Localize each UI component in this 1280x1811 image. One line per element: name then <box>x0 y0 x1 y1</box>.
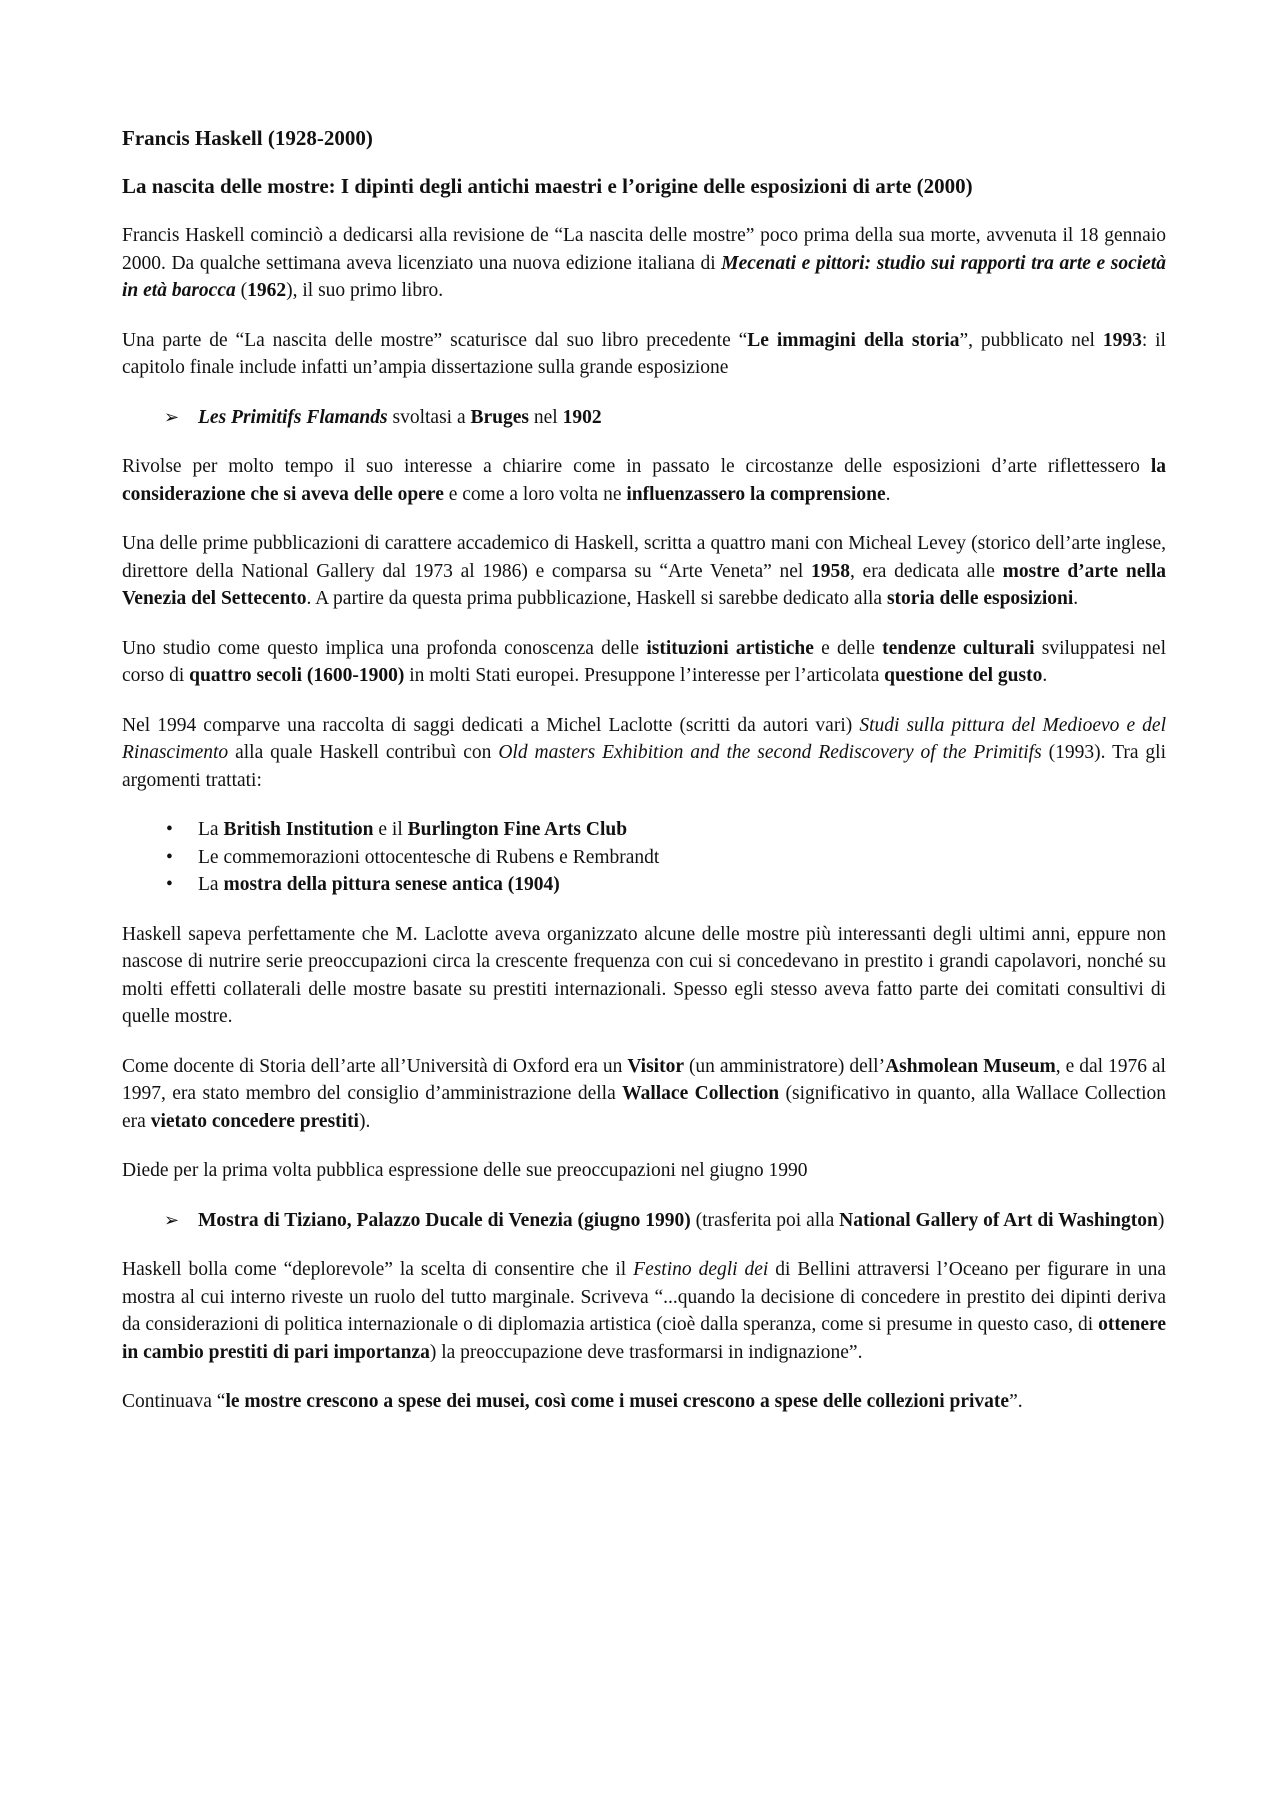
bullet-icon: • <box>166 819 173 840</box>
list-item: • La mostra della pittura senese antica (1904) <box>164 871 1166 899</box>
list-item: • La British Institution e il Burlington Fine Arts Club <box>164 816 1166 844</box>
bullet-icon: • <box>166 846 173 868</box>
document-title: Francis Haskell (1928-2000) <box>122 126 373 150</box>
paragraph-first-expression: Diede per la prima volta pubblica espressione delle sue preoccupazioni nel giugno 1990 <box>122 1160 808 1181</box>
paragraph-deplorevole: Haskell bolla come “deplorevole” la scelta di consentire che il Festino degli dei di Bellini attraversi l’Oceano per figurare in una mostra al cui interno riveste un ruolo del tutto marginale. Scriveva “...quando la decisione di concedere in prestito dei dipinti deriva da considerazioni di politica internazionale o di diplomazia artistica (cioè dalla speranza, come si presume in questo caso, di ottenere in cambio prestiti di pari importanza) la preoccupazione deve trasformarsi in indignazione”. <box>122 1259 1167 1363</box>
paragraph-oxford: Come docente di Storia dell’arte all’Università di Oxford era un Visitor (un amministratore) dell’Ashmolean Museum, e dal 1976 al 1997, era stato membro del consiglio d’amministrazione della Wallace Collection (significativo in quanto, alla Wallace Collection era vietato concedere prestiti). <box>122 1055 1166 1132</box>
paragraph-concerns: Haskell sapeva perfettamente che M. Laclotte aveva organizzato alcune delle mostre più interessanti degli ultimi anni, eppure non nascose di nutrire serie preoccupazioni circa la crescente frequenza con cui si concedevano in prestito i grandi capolavori, nonché su molti effetti collaterali delle mostre basate su prestiti internazionali. Spesso egli stesso aveva fatto parte dei comitati consultivi di quelle mostre. <box>122 923 1166 1027</box>
arrow-list-tiziano <box>122 1207 1166 1235</box>
bullet-icon: • <box>166 874 173 895</box>
arrow-item: ➢ Les Primitifs Flamands svoltasi a Bruges nel 1902 <box>164 404 1166 432</box>
paragraph-intro: Francis Haskell cominciò a dedicarsi alla revisione de “La nascita delle mostre” poco prima della sua morte, avvenuta il 18 gennaio 2000. Da qualche settimana aveva licenziato una nuova edizione italiana di Mecenati e pittori: studio sui rapporti tra arte e società in età barocca (1962), il suo primo libro. <box>122 225 1166 301</box>
arrow-list-bruges <box>122 404 1166 432</box>
list-item: • Le commemorazioni ottocentesche di Rubens e Rembrandt <box>164 844 1166 872</box>
paragraph-quote: Continuava “le mostre crescono a spese dei musei, così come i musei crescono a spese delle collezioni private”. <box>122 1391 1023 1412</box>
arrow-bullet-icon: ➢ <box>164 406 180 427</box>
paragraph-publication: Una delle prime pubblicazioni di carattere accademico di Haskell, scritta a quattro mani con Micheal Levey (storico dell’arte inglese, direttore della National Gallery dal 1973 al 1986) e comparsa su “Arte Veneta” nel 1958, era dedicata alle mostre d’arte nella Venezia del Settecento. A partire da questa prima pubblicazione, Haskell si sarebbe dedicato alla storia delle esposizioni. <box>122 533 1166 609</box>
arrow-item: ➢ Mostra di Tiziano, Palazzo Ducale di Venezia (giugno 1990) (trasferita poi alla National Gallery of Art di Washington) <box>164 1207 1166 1235</box>
paragraph-interest: Rivolse per molto tempo il suo interesse a chiarire come in passato le circostanze delle esposizioni d’arte riflettessero la considerazione che si aveva delle opere e come a loro volta ne influenzassero la comprensione. <box>122 456 1166 505</box>
arrow-bullet-icon: ➢ <box>164 1209 180 1230</box>
topics-list <box>122 816 1166 899</box>
paragraph-study: Uno studio come questo implica una profonda conoscenza delle istituzioni artistiche e delle tendenze culturali sviluppatesi nel corso di quattro secoli (1600-1900) in molti Stati europei. Presuppone l’interesse per l’articolata questione del gusto. <box>122 637 1166 686</box>
paragraph-origin: Una parte de “La nascita delle mostre” scaturisce dal suo libro precedente “Le immagini della storia”, pubblicato nel 1993: il capitolo finale include infatti un’ampia dissertazione sulla grande esposizione <box>122 329 1166 378</box>
paragraph-laclotte: Nel 1994 comparve una raccolta di saggi dedicati a Michel Laclotte (scritti da autori vari) Studi sulla pittura del Medioevo e del Rinascimento alla quale Haskell contribuì con Old masters Exhibition and the second Rediscovery of the Primitifs (1993). Tra gli argomenti trattati: <box>122 714 1166 791</box>
document-subtitle: La nascita delle mostre: I dipinti degli antichi maestri e l’origine delle esposizioni di arte (2000) <box>122 174 973 198</box>
